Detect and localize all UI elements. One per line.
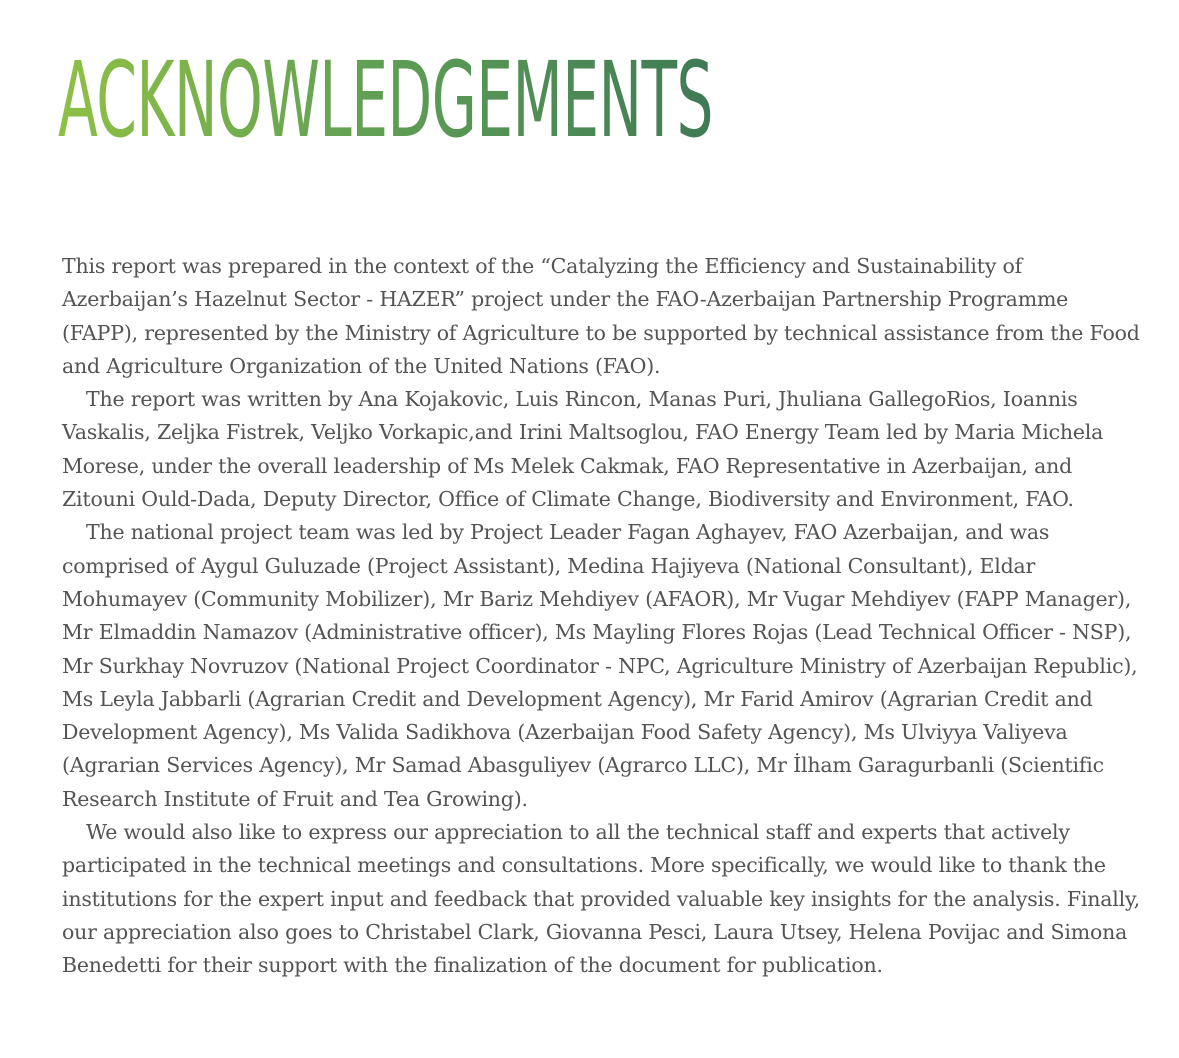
paragraph-context: This report was prepared in the context of the “Catalyzing the Efficiency and Sustainability of Azerbaijan’s Hazelnut Sector - HAZER” project under the FAO-Azerbaijan Partnership Programme (FAPP), represented by the Ministry of Agriculture to be supported by technical assistance from the Food and Agriculture Organization of the United Nations (FAO). <box>62 254 1140 378</box>
paragraph-appreciation: We would also like to express our appreciation to all the technical staff and experts that actively participated in the technical meetings and consultations. More specifically, we would like to thank the institutions for the expert input and feedback that provided valuable key insights for the analysis. Finally, our appreciation also goes to Christabel Clark, Giovanna Pesci, Laura Utsey, Helena Povijac and Simona Benedetti for their support with the finalization of the document for publication. <box>62 820 1140 978</box>
paragraph-authors: The report was written by Ana Kojakovic, Luis Rincon, Manas Puri, Jhuliana GallegoRios, Ioannis Vaskalis, Zeljka Fistrek, Veljko Vorkapic,and Irini Maltsoglou, FAO Energy Team led by Maria Michela Morese, under the overall leadership of Ms Melek Cakmak, FAO Representative in Azerbaijan, and Zitouni Ould-Dada, Deputy Director, Office of Climate Change, Biodiversity and Environment, FAO. <box>62 387 1104 512</box>
acknowledgements-body <box>62 250 1147 983</box>
page-title: ACKNOWLEDGEMENTS <box>58 39 713 161</box>
paragraph-national-team: The national project team was led by Project Leader Fagan Aghayev, FAO Azerbaijan, and was comprised of Aygul Guluzade (Project Assistant), Medina Hajiyeva (National Consultant), Eldar Mohumayev (Community Mobilizer), Mr Bariz Mehdiyev (AFAOR), Mr Vugar Mehdiyev (FAPP Manager), Mr Elmaddin Namazov (Administrative officer), Ms Mayling Flores Rojas (Lead Technical Officer - NSP), Mr Surkhay Novruzov (National Project Coordinator - NPC, Agriculture Ministry of Azerbaijan Republic), Ms Leyla Jabbarli (Agrarian Credit and Development Agency), Mr Farid Amirov (Agrarian Credit and Development Agency), Ms Valida Sadikhova (Azerbaijan Food Safety Agency), Ms Ulviyya Valiyeva (Agrarian Services Agency), Mr Samad Abasguliyev (Agrarco LLC), Mr İlham Garagurbanli (Scientific Research Institute of Fruit and Tea Growing). <box>62 520 1138 811</box>
